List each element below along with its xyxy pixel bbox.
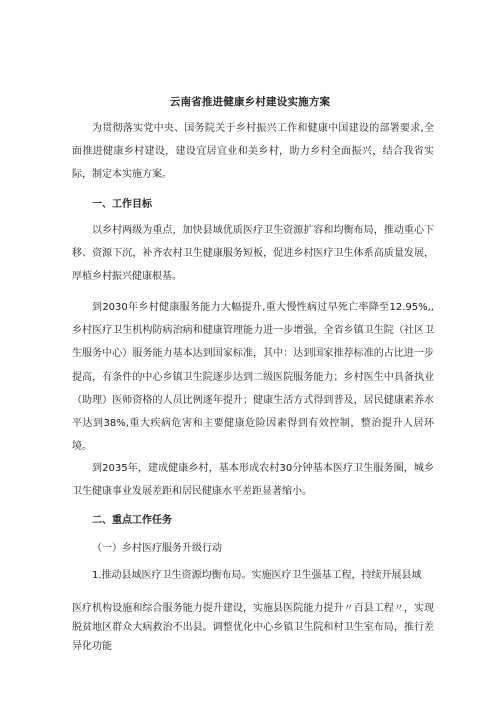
section-2-heading: 二、重点工作任务 xyxy=(92,515,172,526)
section-1-paragraph-1: 以乡村两级为重点，加快县域优质医疗卫生资源扩容和均衡布局，推动重心下移、资源下沉，补齐农村卫生健康服务短板，促进乡村医疗卫生体系高质量发展，厚植乡村振兴健康根基。 xyxy=(72,225,434,283)
section-1-paragraph-2: 到2030年乡村健康服务能力大幅提升,重大慢性病过早死亡率降至12.95%,,乡村医疗卫生机构防病治病和健康管理能力进一步增强，全省乡镇卫生院（社区卫生服务中心）服务能力基本达到国家标准，其中：达到国家推荐标准的占比进一步提高，有条件的中心乡镇卫生院逐步达到二级医院服务能力；乡村医生中具备执业（助理）医师资格的人员比例逐年提升；健康生活方式得到普及，居民健康素养水平达到38%,重大疾病危害和主要健康危险因素得到有效控制，整治提升人居环境。 xyxy=(72,302,434,453)
intro-paragraph: 为贯彻落实党中央、国务院关于乡村振兴工作和健康中国建设的部署要求,全面推进健康乡村建设，建设宜居宜业和美乡村，助力乡村全面振兴，结合我省实际，制定本实施方案。 xyxy=(72,123,434,181)
section-2-item-1-continued: 医疗机构设施和综合服务能力提升建设，实施县医院能力提升〃百县工程〃，实现脱贫地区群众大病救治不出县。调整优化中心乡镇卫生院和村卫生室布局，推行差异化功能 xyxy=(72,603,434,652)
section-2-subheading-1: （一）乡村医疗服务升级行动 xyxy=(92,543,222,554)
section-2-item-1: 1.推动县域医疗卫生资源均衡布局。实施医疗卫生强基工程，持续开展县域 xyxy=(92,570,422,581)
section-1-heading: 一、工作目标 xyxy=(92,199,152,210)
document-title: 云南省推进健康乡村建设实施方案 xyxy=(169,96,331,108)
section-1-paragraph-3: 到2035年，建成健康乡村，基本形成农村30分钟基本医疗卫生服务圈，城乡卫生健康事业发展差距和居民健康水平差距显著缩小。 xyxy=(72,463,434,498)
